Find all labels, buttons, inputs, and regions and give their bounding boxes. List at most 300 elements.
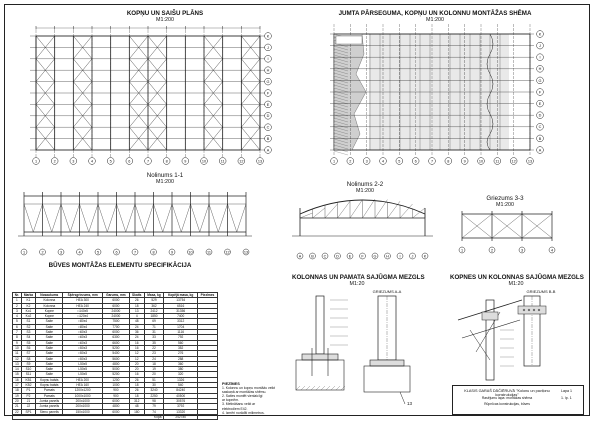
title-block [452, 385, 584, 415]
table-cell: □60x3 [63, 335, 103, 340]
section-2-2-drawing [292, 199, 433, 236]
spec-header-cell: Garums, mm [102, 293, 129, 298]
table-cell: K2 [21, 303, 36, 308]
table-cell: □80x4 [63, 319, 103, 324]
table-cell: 4 [13, 314, 22, 319]
axis-bubble-label: 5 [398, 159, 401, 164]
table-cell: 20 [129, 367, 144, 372]
table-cell: 36 [129, 330, 144, 335]
table-cell: Saite [36, 319, 63, 324]
node-foundation-hatch [341, 386, 345, 390]
table-cell: 18 [129, 393, 144, 398]
table-cell: 12 [13, 356, 22, 361]
table-cell: S2 [21, 324, 36, 329]
column-node-title: KOLONNAS UN PAMATA SAJŪGMA MEZGLS [292, 274, 425, 281]
axis-bubble-label: 11 [495, 159, 500, 164]
spec-header-cell: Kopējā masa, kg [164, 293, 198, 298]
axis-bubble-label: G [266, 80, 270, 84]
section-1-1-scale: M1:200 [156, 179, 174, 185]
table-cell: 529 [144, 298, 164, 303]
table-cell: 6 [13, 324, 22, 329]
table-cell: Saite [36, 356, 63, 361]
spec-header-cell: Marka [21, 293, 36, 298]
section-2-2-diagonal [400, 204, 413, 218]
table-cell: □60x3 [63, 340, 103, 345]
table-cell: KB2 [21, 383, 36, 388]
axis-bubble-label: H [538, 67, 542, 72]
table-cell: 21 [13, 404, 22, 409]
section-1-1-brace [89, 204, 98, 232]
axis-bubble-label: 2 [41, 250, 44, 255]
table-cell: 150x1000 [63, 409, 103, 414]
axis-bubble-label: E [348, 254, 352, 259]
truss-and-bracing-plan [30, 26, 269, 158]
table-cell: 20 [144, 372, 164, 377]
table-cell: P2 [21, 393, 36, 398]
spec-header-cell: Skaits [129, 293, 144, 298]
table-cell: 5400 [102, 351, 129, 356]
table-cell: 2 [13, 303, 22, 308]
axis-bubble-label: B [266, 137, 270, 141]
axis-bubble-label: I [399, 254, 401, 259]
table-cell: J1 [21, 398, 36, 403]
notes-lines [222, 386, 280, 415]
axis-bubble-label: 8 [165, 159, 168, 164]
notes-heading: PIEZĪMES [222, 382, 240, 386]
table-cell: 320 [164, 372, 198, 377]
table-cell: 24 [144, 356, 164, 361]
axis-bubble-label: D [336, 254, 339, 259]
node-grid-marker: 13 [407, 401, 413, 406]
notes-block [222, 382, 280, 415]
roof-legend-box [336, 36, 362, 44]
truss-node-scale: M1:20 [508, 281, 524, 287]
table-cell: 9 [13, 340, 22, 345]
table-cell: Jumta panelis [36, 398, 63, 403]
node-foundation-hatch [321, 386, 325, 390]
section-2-2-diagonal [325, 204, 338, 218]
table-cell: Kolonna [36, 298, 63, 303]
axis-bubble-label: J [267, 45, 269, 50]
table-cell: 18 [129, 303, 144, 308]
axis-bubble-label: 6 [115, 250, 118, 255]
table-cell: 6516 [164, 303, 198, 308]
note-line: 4. Izmēri norādīti milimetros. [222, 410, 265, 415]
table-cell: 74 [144, 409, 164, 414]
axis-bubble-label: K [538, 32, 542, 37]
axis-bubble-label: 6 [128, 159, 131, 164]
table-cell: 48 [129, 319, 144, 324]
table-cell: Sienu panelis [36, 409, 63, 414]
axis-bubble-label: B [311, 254, 314, 259]
axis-bubble-label: 1 [22, 250, 26, 255]
table-cell: 380 [164, 367, 198, 372]
table-cell: Ko2 [21, 314, 36, 319]
table-cell: Jumta panelis [36, 404, 63, 409]
axis-bubble-label: F [361, 254, 364, 259]
spec-total-label: Kopā: [13, 414, 164, 419]
axis-bubble-label: 11 [207, 250, 211, 255]
axis-bubble-label: K [423, 254, 427, 259]
table-cell: Kopne [36, 314, 63, 319]
truss-node-gusset [482, 312, 498, 320]
section-1-1-brace [191, 204, 200, 232]
note-line: 3. Metināšanu veikt ar [222, 402, 256, 407]
section-2-2-diagonal [375, 200, 388, 218]
axis-bubble-label: 3 [59, 250, 63, 255]
table-cell: 26 [129, 377, 144, 382]
axis-bubble-label: 7 [146, 159, 150, 164]
table-cell: 20 [129, 361, 144, 366]
truss-node-bottom-chord [462, 320, 520, 338]
table-cell: 1200x1200 [63, 388, 103, 393]
table-cell: 200x1000 [63, 404, 103, 409]
section-1-1-brace [98, 204, 107, 232]
table-cell: L50x5 [63, 372, 103, 377]
table-cell: 48 [129, 404, 144, 409]
axis-bubble-label: 13 [257, 159, 263, 164]
section-2-2-scale: M1:200 [356, 188, 374, 194]
table-cell: S4 [21, 335, 36, 340]
table-cell: 4800 [102, 361, 129, 366]
table-cell: □60x3 [63, 330, 103, 335]
table-cell: 79 [144, 404, 164, 409]
axis-bubble-label: H [386, 254, 389, 259]
note-line: elektrodiem E42. [222, 406, 248, 411]
table-cell: HEA 160 [63, 383, 103, 388]
axis-bubble-label: D [538, 113, 542, 118]
section-3-3-drawing [462, 211, 552, 241]
node-arrow [400, 392, 405, 404]
section-1-1-drawing [18, 192, 252, 236]
table-cell: 7400 [164, 314, 198, 319]
table-cell: Saite [36, 367, 63, 372]
table-cell: 24000 [102, 314, 129, 319]
table-cell: L50x5 [63, 367, 103, 372]
roof-scale: M1:200 [426, 17, 444, 23]
plan-title: KOPŅU UN SAIŠU PLĀNS [126, 10, 204, 17]
table-cell: 1326 [164, 377, 198, 382]
table-cell: HEA 200 [63, 377, 103, 382]
section-2-2-diagonal [338, 201, 351, 218]
section-1-1-brace [218, 204, 227, 232]
table-cell: □120x4 [63, 314, 103, 319]
table-cell: Pamats [36, 393, 63, 398]
roof-montage-scheme [330, 24, 534, 156]
table-cell: 20 [13, 398, 22, 403]
truss-node-cut-plate [518, 306, 546, 314]
table-cell: SP1 [21, 409, 36, 414]
section-1-1-brace [154, 204, 163, 232]
section-1-1-brace [61, 204, 70, 232]
table-cell: 22 [144, 345, 164, 350]
node-foundation-hatch [336, 386, 340, 390]
node-foundation-hatch [306, 386, 310, 390]
spec-title: BŪVES MONTĀŽAS ELEMENTU SPECIFIKĀCIJA [48, 262, 192, 269]
table-cell: Saite [36, 324, 63, 329]
section-1-1-brace [33, 204, 42, 232]
table-cell: 2412 [144, 308, 164, 313]
note-line: 1. Kolonnu un kopņu montāžu veikt [222, 386, 275, 391]
table-cell: Kolonna [36, 303, 63, 308]
table-cell: 16 [129, 372, 144, 377]
table-cell: 1000x1000 [63, 393, 103, 398]
table-cell: 24 [129, 335, 144, 340]
truss-node-cut-label: GRIEZUMS B-B [526, 289, 556, 294]
axis-bubble-label: 10 [188, 250, 193, 255]
table-cell: 16 [129, 345, 144, 350]
table-cell: 5200 [102, 345, 129, 350]
section-2-2-title: Nolinums 2-2 [346, 181, 384, 188]
table-cell: 13 [13, 361, 22, 366]
table-cell: 1704 [164, 324, 198, 329]
axis-bubble-label: 1 [332, 159, 336, 164]
table-cell: 4 [129, 314, 144, 319]
table-cell: □50x3 [63, 356, 103, 361]
table-cell: 6000 [102, 303, 129, 308]
axis-bubble-label: 3 [365, 159, 368, 164]
axis-bubble-label: G [373, 254, 377, 259]
table-cell: 3240 [144, 388, 164, 393]
table-cell: 1 [13, 298, 22, 303]
section-2-2-diagonal [300, 213, 313, 218]
table-cell: 1850 [144, 314, 164, 319]
spec-header-cell: Piezīmes [198, 293, 218, 298]
axis-bubble-label: B [538, 136, 542, 141]
axis-bubble-label: 11 [220, 159, 225, 164]
table-cell: 12 [129, 351, 144, 356]
table-cell: 18 [13, 388, 22, 393]
table-cell: KB1 [21, 377, 36, 382]
table-cell: 30 [144, 383, 164, 388]
table-cell: 5000 [102, 367, 129, 372]
table-cell: 23 [144, 351, 164, 356]
node-foundation-hatch [301, 386, 305, 390]
table-cell: 900 [102, 388, 129, 393]
table-cell: Kopņu balsts [36, 383, 63, 388]
node-base-plate [302, 354, 338, 360]
note-line: ar kopnēm. [222, 398, 239, 403]
axis-bubble-label: C [323, 254, 327, 259]
node-foundation-hatch [316, 386, 320, 390]
specification-table [12, 292, 218, 420]
title-block-sub: Rasējumu lapa: montāžas shēma [481, 396, 533, 400]
note-line: 2. Saites montēt vienlaicīgi [222, 394, 263, 399]
table-cell: 4800 [102, 404, 129, 409]
table-cell: 276 [164, 351, 198, 356]
table-cell: S8 [21, 356, 36, 361]
table-cell: 40500 [164, 393, 198, 398]
table-cell: 18 [129, 383, 144, 388]
table-cell: 5 [13, 319, 22, 324]
table-cell: 2250 [144, 393, 164, 398]
axis-bubble-label: J [539, 44, 541, 48]
table-cell: Pamats [36, 388, 63, 393]
table-cell: 6300 [102, 335, 129, 340]
table-cell: 71 [144, 324, 164, 329]
table-cell: 5600 [102, 356, 129, 361]
table-cell: 5200 [102, 372, 129, 377]
axis-bubble-label: 12 [225, 250, 230, 255]
axis-bubble-label: F [266, 91, 270, 96]
axis-bubble-label: 5 [109, 159, 112, 164]
table-cell: 84240 [164, 388, 198, 393]
axis-bubble-label: C [266, 125, 270, 130]
axis-bubble-label: 2 [53, 159, 56, 164]
axis-bubble-label: 7 [430, 159, 434, 164]
table-cell: 26 [129, 388, 144, 393]
table-cell: 362 [144, 303, 164, 308]
table-cell: Saite [36, 330, 63, 335]
table-cell: S3 [21, 330, 36, 335]
table-cell: 7500 [102, 319, 129, 324]
table-cell: 200x1000 [63, 398, 103, 403]
table-cell: S10 [21, 367, 36, 372]
axis-bubble-label: 2 [490, 248, 494, 253]
table-cell: 900 [102, 393, 129, 398]
axis-bubble-label: 10 [201, 159, 207, 164]
plan-scale: M1:200 [156, 17, 174, 23]
table-cell: Saite [36, 340, 63, 345]
table-cell: S5 [21, 340, 36, 345]
section-1-1-brace [52, 204, 61, 232]
table-cell: 16 [129, 340, 144, 345]
node-foundation [296, 360, 344, 390]
table-cell: 24000 [102, 308, 129, 313]
table-cell: S7 [21, 351, 36, 356]
node-cut-foundation [364, 366, 410, 392]
table-cell: Kopne [36, 308, 63, 313]
node-foundation-hatch [296, 386, 300, 390]
table-cell: 22 [13, 409, 22, 414]
table-cell: 560 [164, 340, 198, 345]
axis-bubble-label: 1 [460, 248, 464, 253]
axis-bubble-label: E [538, 102, 542, 106]
section-2-2-diagonal [350, 200, 363, 218]
section-1-1-brace [209, 204, 218, 232]
axis-bubble-label: I [539, 55, 541, 60]
axis-bubble-label: J [411, 254, 414, 259]
table-cell: 13320 [164, 409, 198, 414]
table-cell: 10 [13, 345, 22, 350]
table-cell: Saite [36, 345, 63, 350]
table-cell: 31 [144, 330, 164, 335]
table-cell: HEA 240 [63, 303, 103, 308]
axis-bubble-label: 12 [239, 159, 244, 164]
table-cell: 33 [144, 335, 164, 340]
axis-bubble-label: 13 [527, 159, 533, 164]
table-cell: 792 [164, 335, 198, 340]
spec-table-body [13, 298, 218, 420]
axis-bubble-label: 13 [243, 250, 249, 255]
table-cell: 18 [144, 361, 164, 366]
table-cell: P1 [21, 388, 36, 393]
table-cell: 3 [13, 308, 22, 313]
node-foundation-hatch [311, 386, 315, 390]
axis-bubble-label: G [538, 78, 542, 83]
title-block-main: KLASIS GARAŠ DĀČIĒRUVĀ "Kolonu un paviļonu konstrukcijas" [464, 389, 550, 397]
table-cell: 1200 [102, 377, 129, 382]
table-cell: 19 [144, 367, 164, 372]
axis-bubble-label: 1 [34, 159, 38, 164]
axis-bubble-label: 12 [511, 159, 516, 164]
table-cell: □50x3 [63, 345, 103, 350]
axis-bubble-label: 4 [78, 250, 81, 255]
spec-total-value: 242780 [164, 414, 198, 419]
axis-bubble-label: 4 [550, 248, 554, 253]
table-cell: S1 [21, 319, 36, 324]
axis-bubble-label: C [538, 125, 542, 130]
title-block-subtitle: Rūpnīcas konstrukcijas, būves [484, 402, 530, 406]
axis-bubble-label: A [538, 148, 542, 153]
table-cell: 6000 [102, 330, 129, 335]
axis-bubble-label: 8 [152, 250, 155, 255]
table-cell: 19 [13, 393, 22, 398]
section-1-1-title: Nolinums 1-1 [146, 172, 184, 179]
truss-node-title: KOPNES UN KOLONNAS SAJŪGMA MEZGLS [450, 274, 584, 281]
node-foundation-hatch [331, 386, 335, 390]
section-1-1-brace [70, 204, 79, 232]
table-cell: K1 [21, 298, 36, 303]
spec-header-cell: Šķērsgriezums, mm [63, 293, 103, 298]
section-1-1-brace [107, 204, 116, 232]
column-node-cut-label: GRIEZUMS A-A [372, 289, 402, 294]
axis-bubble-label: H [266, 68, 270, 73]
section-1-1-brace [181, 204, 190, 232]
section-1-1-brace [144, 204, 153, 232]
axis-bubble-label: F [538, 90, 542, 95]
title-block-sheet-count: 1. lp. 1 [561, 396, 572, 400]
section-2-2-diagonal [363, 199, 376, 218]
table-cell: 17 [13, 383, 22, 388]
table-cell: 35 [144, 340, 164, 345]
section-1-1-brace [43, 204, 52, 232]
spec-header-cell: Nr. [13, 293, 22, 298]
table-cell: 3312 [164, 319, 198, 324]
table-cell: 7700 [102, 324, 129, 329]
table-cell: □80x4 [63, 324, 103, 329]
table-cell: HEA 300 [63, 298, 103, 303]
table-cell: 6600 [102, 340, 129, 345]
axis-bubbles [21, 31, 555, 259]
table-cell: 288 [164, 356, 198, 361]
roof-hatch [334, 151, 348, 155]
section-1-1-brace [228, 204, 237, 232]
table-cell: 8 [13, 335, 22, 340]
section-2-2-diagonal [313, 208, 326, 218]
table-cell: 352 [164, 345, 198, 350]
section-3-3-title: Griezums 3-3 [486, 195, 524, 202]
section-1-1-brace [200, 204, 209, 232]
axis-bubble-label: 9 [463, 159, 466, 164]
axis-bubble-label: 10 [478, 159, 484, 164]
table-cell: Kopņu balsts [36, 377, 63, 382]
table-cell: S6 [21, 345, 36, 350]
axis-bubble-label: 5 [96, 250, 100, 255]
axis-bubble-label: E [266, 102, 270, 107]
truss-column-node-drawing [458, 296, 546, 380]
node-column [316, 296, 324, 354]
table-cell: 6000 [102, 298, 129, 303]
table-cell: 31356 [164, 308, 198, 313]
roof-title: JUMTA PĀRSEGUMA, KOPŅU UN KOLONNU MONTĀŽAS SHĒMA [338, 10, 532, 17]
table-cell: 12 [129, 356, 144, 361]
spec-header-cell: Masa, kg [144, 293, 164, 298]
axis-bubble-label: 9 [170, 250, 174, 255]
section-1-1-brace [126, 204, 135, 232]
table-cell: 3792 [164, 404, 198, 409]
table-cell: 1116 [164, 330, 198, 335]
